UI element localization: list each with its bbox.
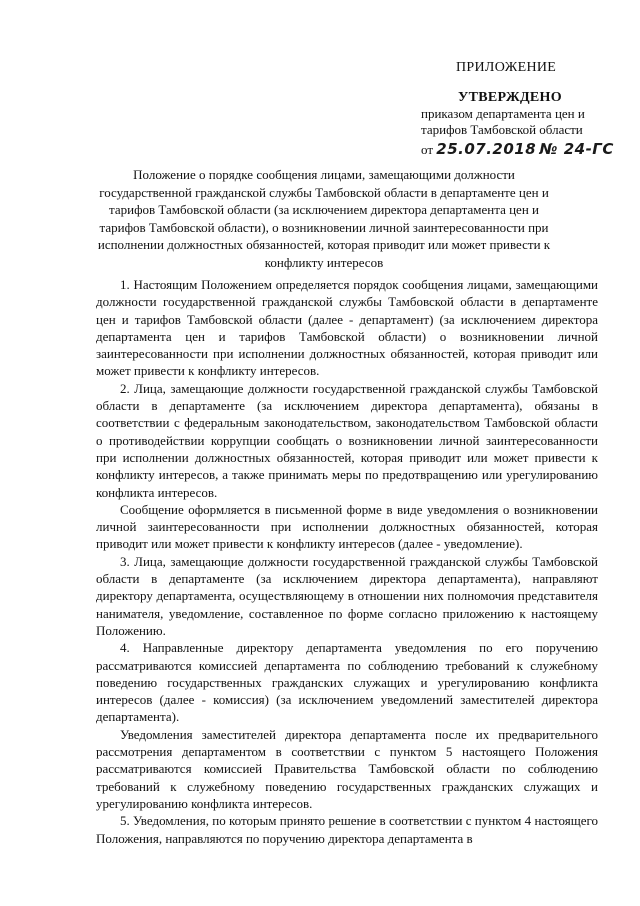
paragraph-5: 5. Уведомления, по которым принято решение в соответствии с пунктом 4 настоящего Положения, направляются по поручению директора департамента в — [96, 813, 598, 846]
paragraph-2-continuation: Сообщение оформляется в письменной форме в виде уведомления о возникновении личной заинтересованности при исполнении должностных обязанностей, которая приводит или может привести к конфликту интересов (далее - уведомление). — [96, 501, 598, 552]
paragraph-4: 4. Направленные директору департамента уведомления по его поручению рассматриваются комиссией департамента по соблюдению требований к служебному поведению государственных гражданских служащих и урегулированию конфликта интересов (далее - комиссия) (за исключением уведомлений заместителей директора департамента). — [96, 640, 598, 725]
handwritten-number: № 24-ГС — [539, 140, 614, 158]
date-prefix: от — [421, 142, 434, 157]
paragraph-3: 3. Лица, замещающие должности государственной гражданской службы Тамбовской области в департаменте (за исключением директора департамента), направляют директору департамента, осуществляющему в отношении них полномочия представителя нанимателя, уведомление, составленное по форме согласно приложению к настоящему Положению. — [96, 553, 598, 638]
appendix-label: ПРИЛОЖЕНИЕ — [456, 60, 557, 75]
document-title: Положение о порядке сообщения лицами, замещающими должности государственной гражданской службы Тамбовской области в департаменте цен и тарифов Тамбовской области (за исключением директора департамента цен и тарифов Тамбовской области), о возникновении личной заинтересованности при исполнении должностных обязанностей, которая приводит или может привести к конфликту интересов — [97, 167, 551, 270]
order-date-number — [421, 140, 614, 158]
paragraph-1: 1. Настоящим Положением определяется порядок сообщения лицами, замещающими должности государственной гражданской службы Тамбовской области в департаменте цен и тарифов Тамбовской области (далее - департамент) (за исключением директора департамента цен и тарифов Тамбовской области) о возникновении личной заинтересованности при исполнении должностных обязанностей, которая приводит или может привести к конфликту интересов. — [96, 277, 598, 379]
paragraph-4-continuation: Уведомления заместителей директора департамента после их предварительного рассмотрения департаментом в соответствии с пунктом 5 настоящего Положения рассматриваются комиссией Правительства Тамбовской области по соблюдению требований к служебному поведению государственных гражданских служащих и урегулированию конфликта интересов. — [96, 726, 598, 811]
paragraph-2: 2. Лица, замещающие должности государственной гражданской службы Тамбовской области в департаменте (за исключением директора департамента), обязаны в соответствии с федеральным законодательством, законодательством Тамбовской области о противодействии коррупции сообщать о возникновении личной заинтересованности при исполнении должностных обязанностей, которая приводит или может привести к конфликту интересов, а также принимать меры по предотвращению или урегулированию конфликта интересов. — [96, 380, 598, 500]
document-body — [96, 276, 598, 847]
order-reference — [421, 106, 585, 138]
order-line-1: приказом департамента цен и — [421, 106, 585, 121]
approved-label: УТВЕРЖДЕНО — [458, 90, 562, 105]
handwritten-date: 25.07.2018 — [436, 140, 537, 158]
order-line-2: тарифов Тамбовской области — [421, 122, 583, 137]
